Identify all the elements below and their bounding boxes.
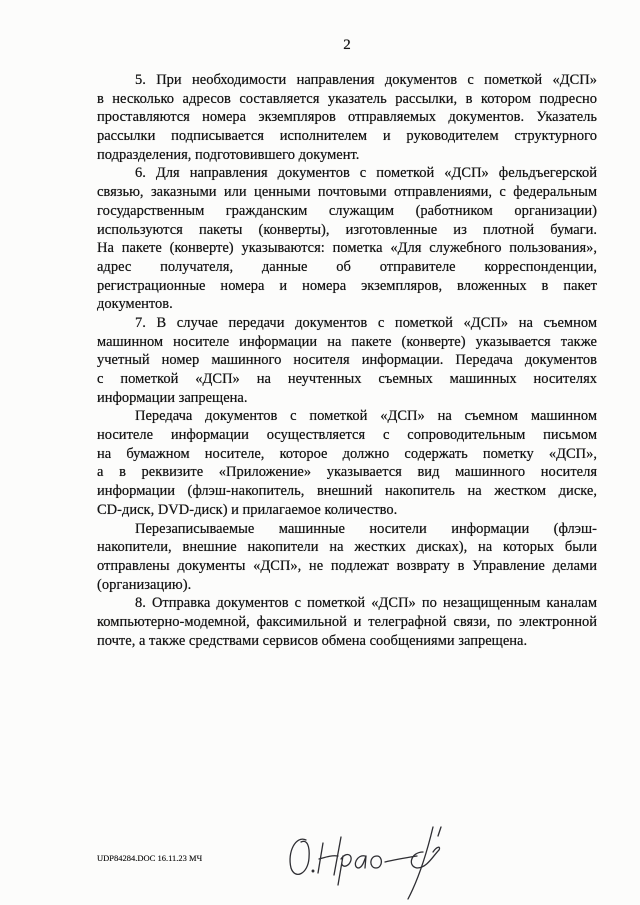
text-line: на бумажном носителе, которое должно содержать пометку «ДСП», (97, 445, 597, 462)
text-line: Передача документов с пометкой «ДСП» на съемном машинном (135, 408, 597, 425)
text-line: учетный номер машинного носителя информации. Передача документов (97, 352, 597, 369)
text-line: связью, заказными или ценными почтовыми отправлениями, с федеральным (97, 184, 597, 201)
file-code: UDP84284.DOC 16.11.23 МЧ (97, 853, 203, 863)
text-line: почте, а также средствами сервисов обмена сообщениями запрещена. (97, 632, 528, 649)
text-line: машинном носителе информации на пакете (конверте) указывается также (97, 333, 597, 350)
paragraph-5 (97, 520, 597, 595)
text-line: регистрационные номера и номера экземпляров, вложенных в пакет (97, 277, 597, 294)
signature (280, 822, 455, 902)
text-line: На пакете (конверте) указываются: пометка «Для служебного пользования», (97, 240, 597, 257)
text-line: адрес получателя, данные об отправителе корреспонденции, (97, 258, 597, 275)
paragraph-3 (97, 314, 597, 407)
paragraph-4 (97, 407, 597, 519)
text-line: а в реквизите «Приложение» указывается вид машинного носителя (97, 464, 597, 481)
paragraph-2 (97, 164, 597, 314)
text-line: используются пакеты (конверты), изготовленные из плотной бумаги. (97, 221, 597, 238)
page-number: 2 (343, 37, 351, 53)
text-line: информации (флэш-накопитель, внешний накопитель на жестком диске, (97, 483, 597, 500)
text-line: в несколько адресов составляется указатель рассылки, в котором подресно (97, 90, 597, 107)
text-line: 8. Отправка документов с пометкой «ДСП» по незащищенным каналам (135, 595, 597, 612)
text-line: CD-диск, DVD-диск) и прилагаемое количество. (97, 501, 398, 518)
text-line: накопители, внешние накопители на жестких дисках), на которых были (97, 539, 597, 556)
text-line: подразделения, подготовившего документ. (97, 146, 360, 163)
text-line: 5. При необходимости направления документов с пометкой «ДСП» (135, 72, 597, 88)
text-line: 7. В случае передачи документов с пометкой «ДСП» на съемном (135, 314, 597, 331)
text-line: (организацию). (97, 576, 192, 593)
text-line: 6. Для направления документов с пометкой «ДСП» фельдъегерской (135, 165, 597, 182)
text-line: информации запрещена. (97, 389, 248, 406)
paragraph-1 (97, 71, 597, 164)
text-line: проставляются номера экземпляров отправляемых документов. Указатель (97, 109, 597, 126)
document-body (97, 71, 597, 650)
text-line: рассылки подписывается исполнителем и руководителем структурного (97, 128, 597, 145)
text-line: с пометкой «ДСП» на неучтенных съемных машинных носителях (97, 371, 597, 387)
text-line: компьютерно-модемной, факсимильной и телеграфной связи, по электронной (97, 613, 597, 630)
text-line: государственным гражданским служащим (работником организации) (97, 202, 597, 219)
text-line: носителе информации осуществляется с сопроводительным письмом (97, 427, 597, 444)
text-line: отправлены документы «ДСП», не подлежат возврату в Управление делами (97, 557, 597, 574)
text-line: документов. (97, 296, 173, 313)
paragraph-6 (97, 594, 597, 650)
text-line: Перезаписываемые машинные носители информации (флэш- (135, 520, 597, 537)
